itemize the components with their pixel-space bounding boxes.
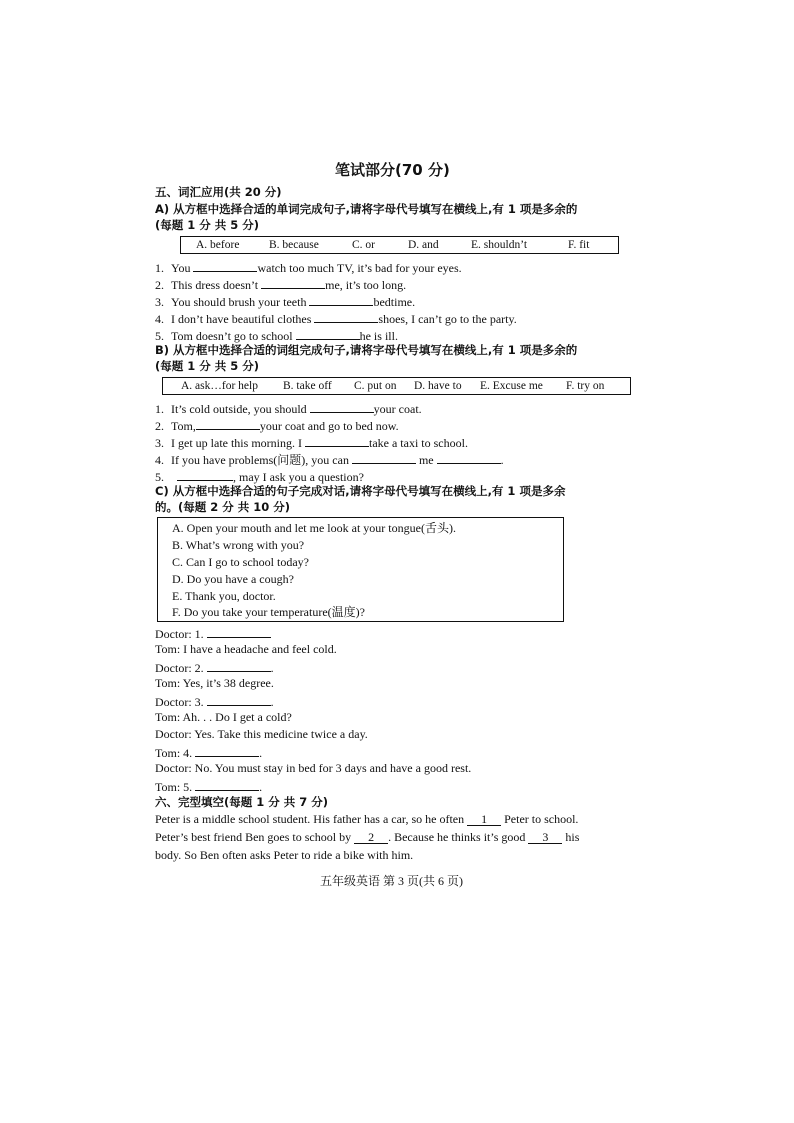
partA-option: E. shouldn’t [471,239,528,251]
question-number: 1. [155,402,164,416]
partB-option: A. ask…for help [181,380,258,392]
question-text: . [500,453,504,467]
answer-blank[interactable] [195,744,259,757]
answer-blank[interactable] [193,259,257,272]
answer-blank[interactable] [207,659,271,672]
question-text: bedtime. [373,295,416,309]
answer-blank[interactable] [177,468,233,481]
cloze-blank[interactable]: 2 [354,831,388,844]
speaker: Doctor: [155,727,192,741]
question-text: You [171,261,191,275]
question-text: If you have problems(问题), you can [171,453,349,467]
speaker: Doctor: 3. [155,695,204,709]
question-text: he is ill. [359,329,398,343]
speaker: Doctor: [155,761,192,775]
question-text: me, it’s too long. [325,278,407,292]
question-text: your coat and go to bed now. [259,419,399,433]
dialogue-line [155,642,337,657]
speaker: Tom: 5. [155,780,193,794]
page-footer: 五年级英语 第 3 页(共 6 页) [320,874,463,888]
answer-blank[interactable] [314,310,378,323]
cloze-text: Peter to school. [504,812,579,826]
cloze-text: . Because he thinks it’s good [388,830,526,844]
punctuation: . [259,746,263,760]
answer-blank[interactable] [310,400,374,413]
partB-question [155,451,504,468]
question-text: It’s cold outside, you should [171,402,307,416]
question-text: I don’t have beautiful clothes [171,312,312,326]
question-text: watch too much TV, it’s bad for your eyes. [257,261,462,275]
partB-option: F. try on [566,380,605,392]
question-number: 5. [155,470,164,484]
partB-question [155,434,468,451]
question-text: Tom, [171,419,196,433]
partC-option: E. Thank you, doctor. [172,589,276,603]
answer-blank[interactable] [261,276,325,289]
dialogue-text: Yes. Take this medicine twice a day. [194,727,368,741]
cloze-line: body. So Ben often asks Peter to ride a bike with him. [155,848,414,862]
question-number: 1. [155,261,164,275]
partA-question [155,276,406,293]
question-text: shoes, I can’t go to the party. [378,312,517,326]
partA-option-box [180,236,619,254]
partB-option: D. have to [414,380,462,392]
question-number: 3. [155,436,164,450]
section6-heading: 六、完型填空(每题 1 分 共 7 分) [155,795,329,809]
answer-blank[interactable] [296,327,360,340]
partB-instruction: B) 从方框中选择合适的词组完成句子,请将字母代号填写在横线上,有 1 项是多余的 [155,343,578,357]
question-text: Tom doesn’t go to school [171,329,293,343]
answer-blank[interactable] [207,693,271,706]
partC-option: F. Do you take your temperature(温度)? [172,605,365,619]
speaker: Doctor: 2. [155,661,204,675]
partA-option: A. before [196,239,240,251]
answer-blank[interactable] [352,451,416,464]
question-number: 2. [155,419,164,433]
answer-blank[interactable] [305,434,369,447]
dialogue-line [155,676,274,691]
partB-option: B. take off [283,380,332,392]
partB-question [155,400,422,417]
speaker: Tom: [155,642,181,656]
cloze-text: Peter’s best friend Ben goes to school by [155,830,352,844]
cloze-line [155,812,578,827]
answer-blank[interactable] [207,625,271,638]
partB-option: E. Excuse me [480,380,543,392]
dialogue-text: Yes, it’s 38 degree. [182,676,274,690]
question-text: I get up late this morning. I [171,436,302,450]
speaker: Doctor: 1. [155,627,204,641]
dialogue-line [155,693,274,710]
question-number: 4. [155,312,164,326]
answer-blank[interactable] [196,417,260,430]
question-number: 5. [155,329,164,343]
dialogue-line [155,761,471,776]
dialogue-line [155,744,262,761]
question-number: 4. [155,453,164,467]
partA-instruction: A) 从方框中选择合适的单词完成句子,请将字母代号填写在横线上,有 1 项是多余的 [155,202,578,216]
speaker: Tom: [155,676,181,690]
question-text: , may I ask you a question? [233,470,364,484]
partB-option: C. put on [354,380,397,392]
dialogue-line [155,727,368,742]
speaker: Tom: 4. [155,746,193,760]
punctuation: . [270,661,274,675]
dialogue-line [155,710,292,725]
partA-question [155,310,517,327]
cloze-line [155,830,579,845]
dialogue-line [155,659,274,676]
question-number: 2. [155,278,164,292]
partC-option: C. Can I go to school today? [172,555,309,569]
cloze-blank[interactable]: 3 [528,831,562,844]
question-text: This dress doesn’t [171,278,259,292]
partA-option: F. fit [568,239,590,251]
partC-instruction: C) 从方框中选择合适的句子完成对话,请将字母代号填写在横线上,有 1 项是多余 [155,484,566,498]
dialogue-line [155,778,262,795]
dialogue-line [155,625,271,642]
partA-option: D. and [408,239,439,251]
partA-instruction-2: (每题 1 分 共 5 分) [155,218,260,232]
cloze-blank[interactable]: 1 [467,813,501,826]
page-title: 笔试部分(70 分) [335,161,450,179]
partA-question [155,293,415,310]
partA-option: B. because [269,239,319,251]
partB-option-box [162,377,631,395]
punctuation: . [259,780,263,794]
partA-option: C. or [352,239,375,251]
partC-option: A. Open your mouth and let me look at your tongue(舌头). [172,521,456,535]
partB-question [155,417,399,434]
partA-question [155,327,398,344]
punctuation: . [270,695,274,709]
partB-question [155,468,364,485]
partB-instruction-2: (每题 1 分 共 5 分) [155,359,260,373]
answer-blank[interactable] [309,293,373,306]
answer-blank[interactable] [195,778,259,791]
speaker: Tom: [155,710,181,724]
dialogue-text: Ah. . . Do I get a cold? [182,710,292,724]
dialogue-text: I have a headache and feel cold. [183,642,337,656]
partC-option-box [157,517,564,622]
answer-blank[interactable] [437,451,501,464]
question-text: take a taxi to school. [368,436,468,450]
question-number: 3. [155,295,164,309]
partC-instruction-2: 的。(每题 2 分 共 10 分) [155,500,291,514]
partC-option: B. What’s wrong with you? [172,538,305,552]
cloze-text: Peter is a middle school student. His father has a car, so he often [155,812,465,826]
question-text: me [418,453,434,467]
section5-heading: 五、词汇应用(共 20 分) [155,185,282,199]
partA-question [155,259,462,276]
cloze-text: his [565,830,580,844]
question-text: You should brush your teeth [171,295,307,309]
partC-option: D. Do you have a cough? [172,572,294,586]
question-text: your coat. [373,402,422,416]
dialogue-text: No. You must stay in bed for 3 days and have a good rest. [194,761,472,775]
